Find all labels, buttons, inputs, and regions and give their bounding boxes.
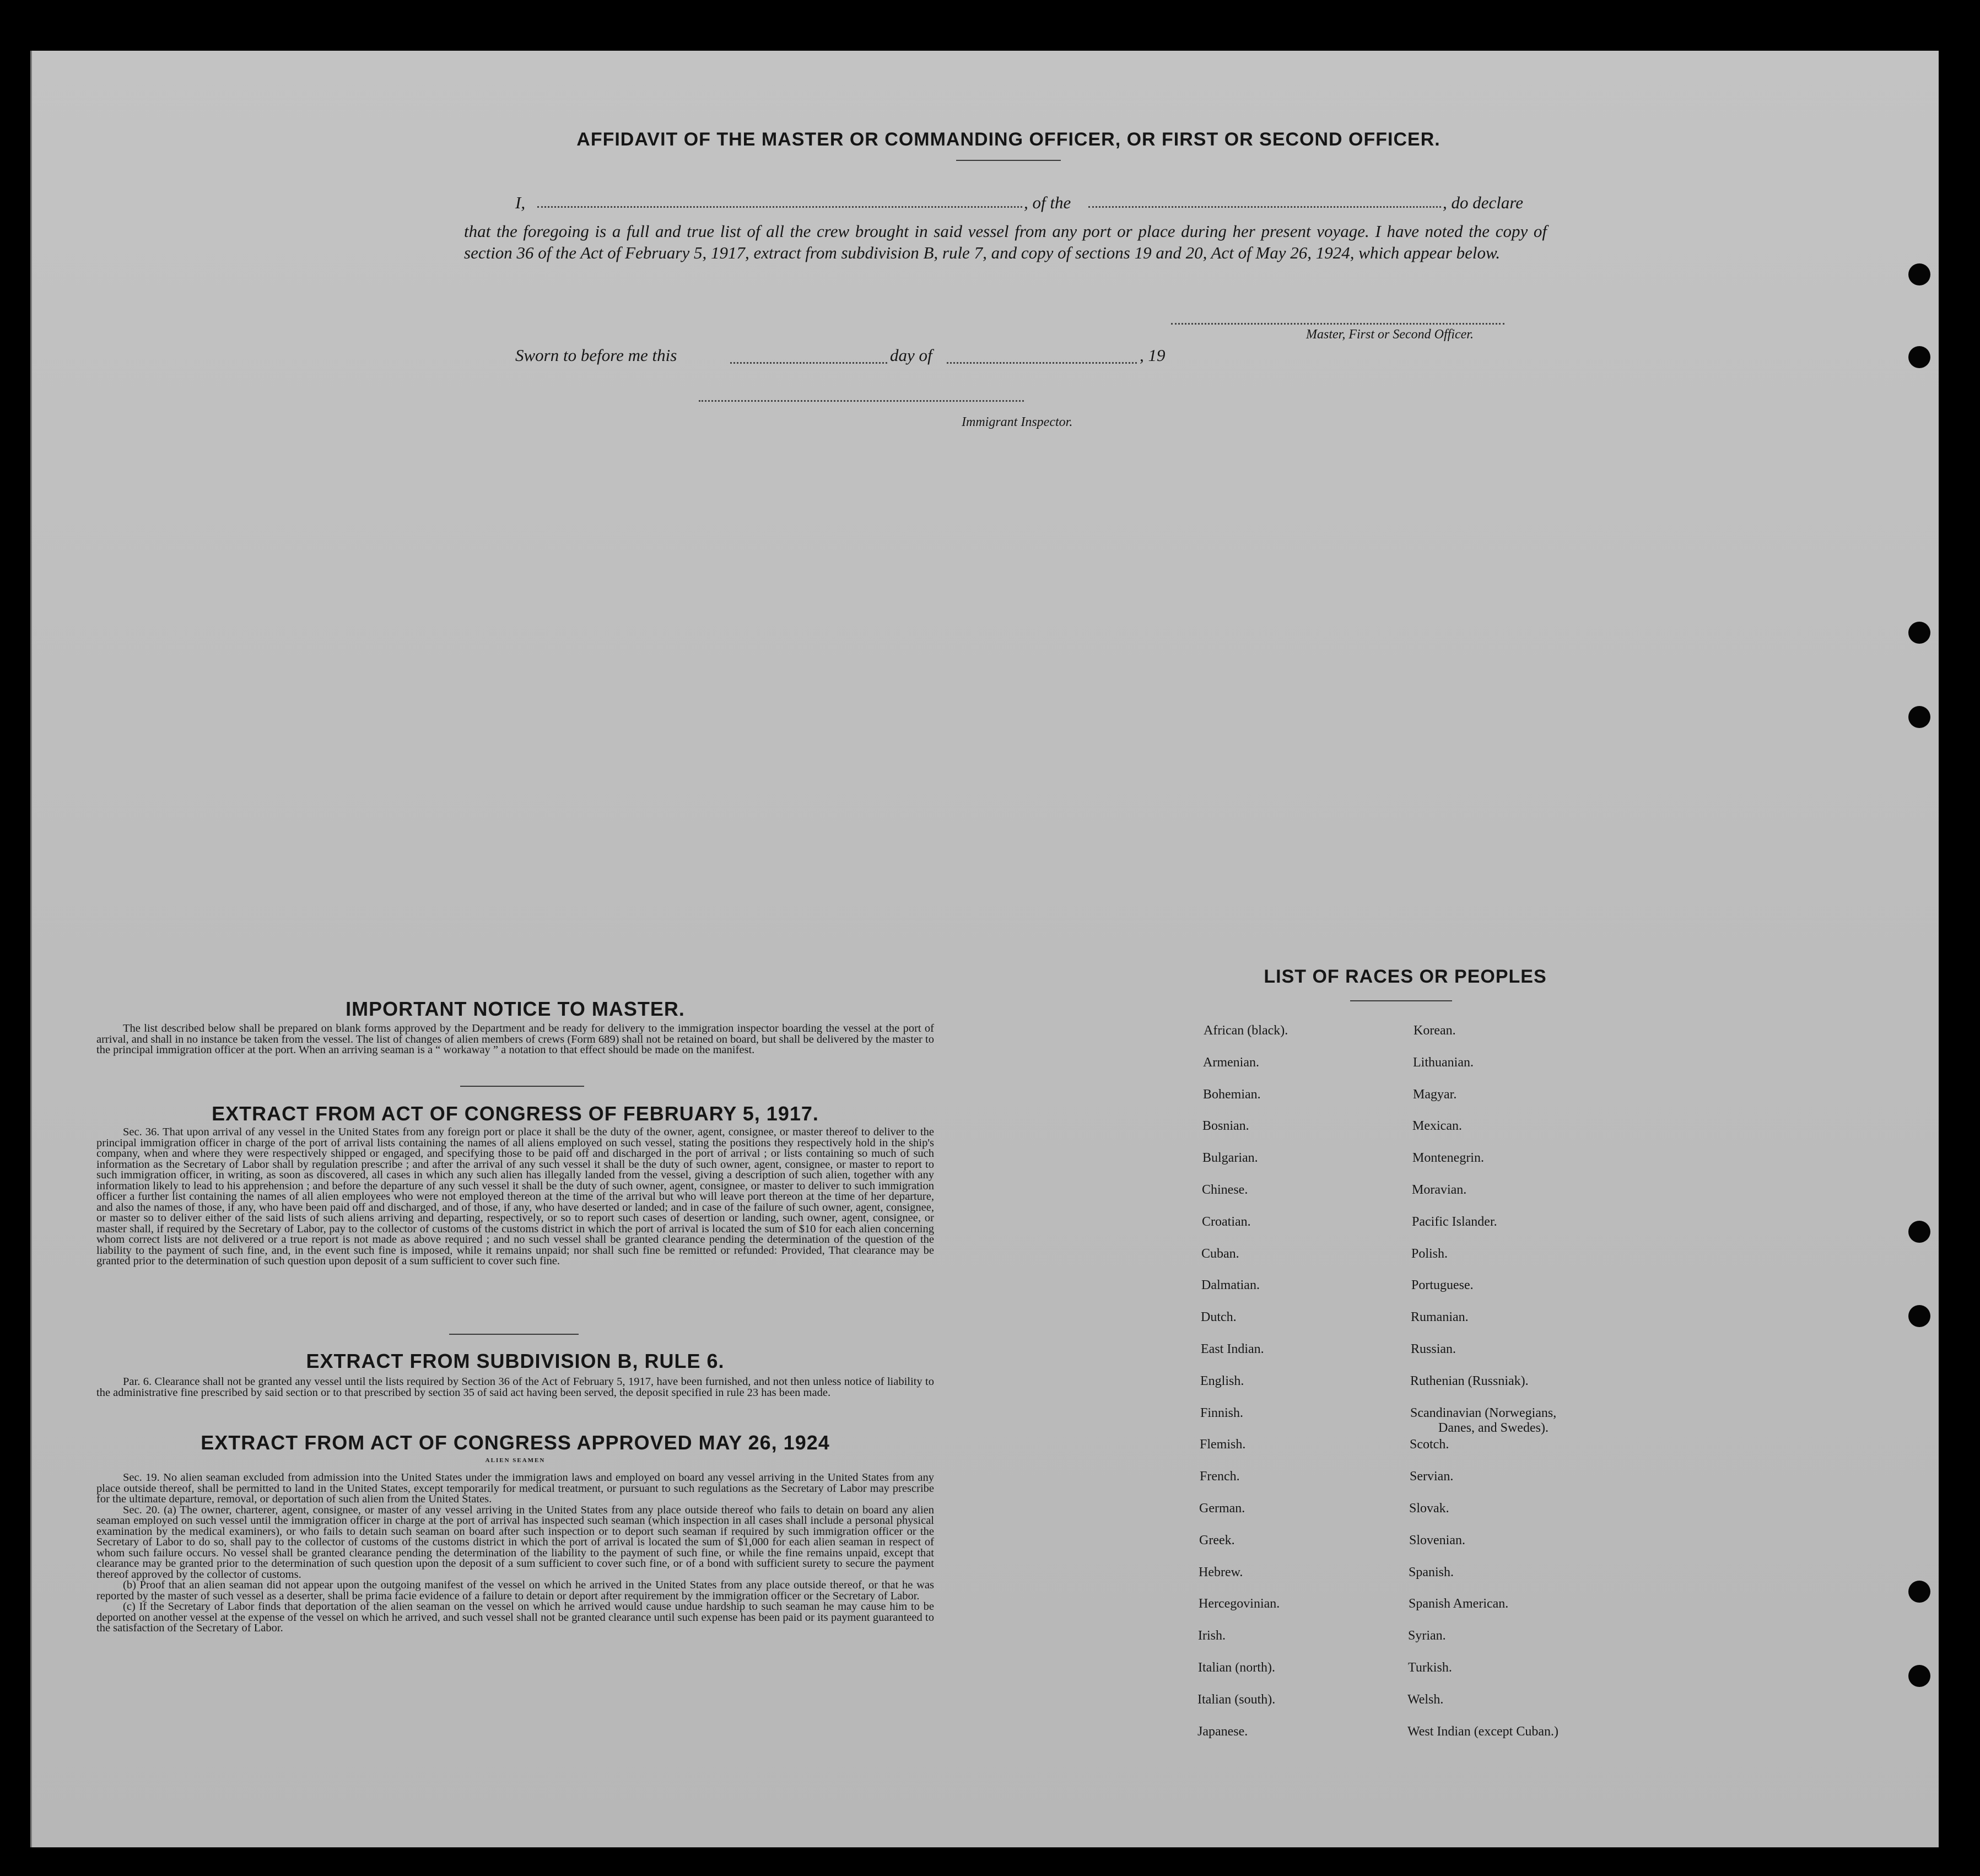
race-item: Servian. (1410, 1469, 1454, 1484)
race-item: Lithuanian. (1413, 1055, 1474, 1070)
races-title: LIST OF RACES OR PEOPLES (1264, 966, 1547, 987)
race-item: Flemish. (1200, 1437, 1246, 1452)
notice-text: The list described below shall be prepared on blank forms approved by the Department and be ready for delivery to the immigration inspector boarding the vessel at the port of arrival, and shall in no instance be taken from the vessel. The list of changes of alien members of crews (Form 689) shall not be retained on board, but shall be delivered by the master to the principal immigration officer at the port. When an arriving seaman is a “ workaway ” a notation to that effect should be made on the manifest. (96, 1022, 934, 1056)
master-caption: Master, First or Second Officer. (1306, 327, 1474, 342)
race-item: Armenian. (1203, 1055, 1259, 1070)
race-item: Polish. (1411, 1247, 1448, 1261)
day-blank-line[interactable] (730, 362, 887, 364)
month-blank-line[interactable] (947, 362, 1137, 364)
race-item: Bosnian. (1202, 1119, 1249, 1133)
race-item: Chinese. (1202, 1183, 1248, 1197)
race-item: Welsh. (1407, 1692, 1444, 1707)
day-of-label: day of (890, 346, 932, 365)
notice-section (96, 1023, 934, 1056)
of-the-label: , of the (1024, 193, 1071, 212)
race-item: English. (1200, 1374, 1244, 1388)
binder-hole (1908, 622, 1930, 644)
race-item: Slovenian. (1409, 1533, 1465, 1548)
sec36-text: Sec. 36. That upon arrival of any vessel in the United States from any foreign port or place it shall be the duty of the owner, agent, consignee, or master thereof to deliver to the principal immigration officer in charge of the port of arrival lists containing the names of all aliens employed on such vessel, stating the positions they respectively hold in the ship's company, when and where they were respectively shipped or engaged, and specifying those to be paid off and discharged in the port of arrival ; or lists containing so much of such information as the Secretary of Labor shall by regulation prescribe ; and after the arrival of any such vessel it shall be the duty of such owner, agent, consignee, or master to report to such immigration officer, in writing, as soon as discovered, all cases in which any such alien has illegally landed from the vessel, giving a description of such alien, together with any information likely to lead to his apprehension ; and before the departure of any such vessel it shall be the duty of such owner, agent, consignee, or master to deliver to such immigration officer a further list containing the names of all alien employees who were not employed thereon at the time of the arrival but who will leave port thereon at the time of her departure, and also the names of those, if any, who have been paid off and discharged, and of those, if any, who have deserted or landed; and in case of the failure of such owner, agent, consignee, or master so to deliver either of the said lists of such aliens arriving and departing, respectively, or so to report such cases of desertion or landing, such owner, agent, consignee, or master shall, if required by the Secretary of Labor, pay to the collector of customs of the customs district in which the port of arrival is located the sum of $10 for each alien concerning whom correct lists are not delivered or a true report is not made as above required ; and no such vessel shall be granted clearance pending the determination of the question of the liability to the payment of such fine, and, in the event such fine is imposed, while it remains unpaid; nor shall such fine be remitted or refunded: Provided, That clearance may be granted prior to the determination of such question upon deposit of a sum sufficient to cover such fine. (96, 1126, 934, 1267)
race-item: Cuban. (1201, 1247, 1239, 1261)
sec20a-text: Sec. 20. (a) The owner, charterer, agent, consignee, or master of any vessel arriving in the United States from any place outside thereof who fails to detain on board any alien seaman employed on such vessel until the immigration officer in charge at the port of arrival has inspected such seaman (which inspection in all cases shall include a personal physical examination by the medical examiners), or who fails to detain such seaman on board after such inspection or to deport such seaman if required by such immigration officer or the Secretary of Labor to do so, shall pay to the collector of customs of the customs district in which the port of arrival is located the sum of $1,000 for each alien seaman in respect of whom such failure occurs. No vessel shall be granted clearance pending the determination of the liability to the payment of such fine, or while the fine remains unpaid, except that clearance may be granted prior to the determination of such question upon the deposit of a sum sufficient to cover such fine, or of a bond with sufficient surety to secure the payment thereof approved by the collector of customs. (96, 1503, 934, 1581)
race-item: Finnish. (1200, 1406, 1244, 1420)
extract-1917-title: EXTRACT FROM ACT OF CONGRESS OF FEBRUARY 5, 1917. (212, 1102, 819, 1125)
race-item: Magyar. (1413, 1087, 1457, 1102)
race-item: Japanese. (1197, 1724, 1248, 1739)
race-item: Irish. (1198, 1629, 1226, 1643)
binder-hole (1908, 1305, 1930, 1327)
race-item: Turkish. (1408, 1661, 1452, 1675)
sec20c-text: (c) If the Secretary of Labor finds that deportation of the alien seaman on the vessel on which he arrived would cause undue hardship to such seaman he may cause him to be deported on another vessel at the expense of the vessel on which he arrived, and such vessel shall not be granted clearance until such expense has been paid or its payment guaranteed to the satisfaction of the Secretary of Labor. (96, 1600, 934, 1634)
rule6-section (96, 1377, 934, 1398)
race-item: Ruthenian (Russniak). (1410, 1374, 1529, 1388)
race-item: Hercegovinian. (1199, 1597, 1280, 1611)
title-divider (956, 160, 1061, 161)
inspector-caption: Immigrant Inspector. (962, 415, 1073, 429)
rule6-text: Par. 6. Clearance shall not be granted any vessel until the lists required by Section 36 of the Act of February 5, 1917, have been furnished, and not then unless notice of liability to the administrative fine prescribed by said section or to that prescribed by section 35 of said act having been served, the deposit specified in rule 23 has been made. (96, 1376, 934, 1399)
sec19-text: Sec. 19. No alien seaman excluded from admission into the United States under the immigration laws and employed on board any vessel arriving in the United States from any place outside thereof, shall be permitted to land in the United States, except temporarily for medical treatment, or pursuant to such regulations as the Secretary of Labor may prescribe for the ultimate departure, removal, or deportation of such alien from the United States. (96, 1471, 934, 1505)
alien-seamen-subtitle: ALIEN SEAMEN (485, 1457, 546, 1464)
race-item: Pacific Islander. (1412, 1215, 1497, 1229)
race-item: Slovak. (1409, 1501, 1449, 1516)
race-item: Italian (south). (1197, 1692, 1276, 1707)
race-item: Hebrew. (1199, 1565, 1243, 1579)
race-item: Bulgarian. (1202, 1151, 1258, 1165)
race-item: West Indian (except Cuban.) (1407, 1724, 1558, 1739)
races-divider (1350, 1000, 1452, 1001)
extract-1924-section (96, 1473, 934, 1634)
affidavit-i-label: I, (515, 193, 526, 212)
vessel-blank-line[interactable] (1088, 206, 1441, 208)
year-label: , 19 (1140, 346, 1166, 365)
race-item: Croatian. (1202, 1215, 1251, 1229)
binder-hole (1908, 1221, 1930, 1243)
sec20b-text: (b) Proof that an alien seaman did not appear upon the outgoing manifest of the vessel on which he arrived in the United States from any place outside thereof, or that he was reported by the master of such vessel as a deserter, shall be prima facie evidence of a failure to detain or deport after requirement by the immigration officer or the Secretary of Labor. (96, 1579, 934, 1602)
race-item: Portuguese. (1411, 1278, 1474, 1292)
race-item: Mexican. (1412, 1119, 1462, 1133)
sworn-label: Sworn to before me this (515, 346, 677, 365)
race-item: Korean. (1413, 1023, 1456, 1038)
inspector-signature-line[interactable] (699, 400, 1024, 402)
affidavit-body: that the foregoing is a full and true list of all the crew brought in said vessel from any port or place during her present voyage. I have noted the copy of section 36 of the Act of February 5, 1917, extract from subdivision B, rule 7, and copy of sections 19 and 20, Act of May 26, 1924, which appear below. (464, 222, 1547, 262)
race-item: Scotch. (1410, 1437, 1449, 1452)
race-item: Dalmatian. (1201, 1278, 1260, 1292)
notice-title: IMPORTANT NOTICE TO MASTER. (346, 998, 685, 1020)
extract-1917-section (96, 1127, 934, 1267)
race-item: Moravian. (1412, 1183, 1467, 1197)
binder-hole (1908, 263, 1930, 285)
race-item: German. (1199, 1501, 1245, 1516)
binder-hole (1908, 706, 1930, 728)
section-divider (460, 1086, 584, 1087)
extract-1924-title: EXTRACT FROM ACT OF CONGRESS APPROVED MAY 26, 1924 (201, 1431, 830, 1454)
binder-hole (1908, 1581, 1930, 1603)
race-item: Dutch. (1201, 1310, 1237, 1324)
race-item: Scandinavian (Norwegians, (1410, 1406, 1557, 1420)
race-item: Danes, and Swedes). (1438, 1421, 1549, 1435)
do-declare-label: , do declare (1443, 193, 1524, 212)
affidavit-title: AFFIDAVIT OF THE MASTER OR COMMANDING OFFICER, OR FIRST OR SECOND OFFICER. (576, 129, 1441, 150)
race-item: Syrian. (1408, 1629, 1446, 1643)
race-item: Spanish American. (1409, 1597, 1509, 1611)
race-item: Russian. (1411, 1342, 1456, 1356)
binder-hole (1908, 1665, 1930, 1687)
race-item: Italian (north). (1198, 1661, 1275, 1675)
binder-hole (1908, 346, 1930, 368)
race-item: Rumanian. (1411, 1310, 1469, 1324)
race-item: Bohemian. (1203, 1087, 1261, 1102)
section-divider (449, 1334, 579, 1335)
race-item: Montenegrin. (1412, 1151, 1484, 1165)
rule6-title: EXTRACT FROM SUBDIVISION B, RULE 6. (306, 1350, 725, 1372)
race-item: French. (1200, 1469, 1240, 1484)
race-item: Spanish. (1409, 1565, 1454, 1579)
master-signature-line[interactable] (1171, 323, 1504, 325)
race-item: Greek. (1199, 1533, 1235, 1548)
race-item: African (black). (1204, 1023, 1288, 1038)
race-item: East Indian. (1201, 1342, 1264, 1356)
name-blank-line[interactable] (537, 206, 1022, 208)
